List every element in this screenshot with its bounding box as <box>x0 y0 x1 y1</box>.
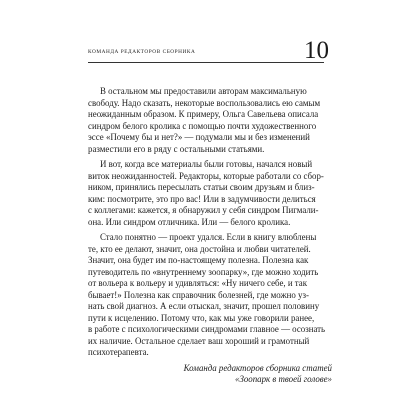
signature-line-2: «Зоопарк в твоей голове» <box>235 374 332 384</box>
paragraph-line: ником, принялись пересылать статьи своим друзьям и близ- <box>88 182 315 192</box>
paragraph-line: она. Или синдром отличника. Или — белого кролика. <box>88 216 291 227</box>
paragraph-1 <box>88 86 332 155</box>
paragraph-line: те, кто ее делают, значит, она достойна и любви читателей. <box>88 243 311 254</box>
paragraph-line: ким: посмотрите, это про вас! Или в задумчивости делиться <box>88 193 316 204</box>
body-text <box>88 86 332 386</box>
paragraph-line: Значит, она будет им по-настоящему полезна. Полезна как <box>88 255 309 265</box>
paragraph-3 <box>88 232 332 359</box>
running-header: КОМАНДА РЕДАКТОРОВ СБОРНИКА <box>88 49 196 55</box>
paragraph-line: В остальном мы предоставили авторам максимальную <box>100 86 307 96</box>
paragraph-line: свободу. Надо сказать, некоторые воспользовались ею самым <box>88 97 321 108</box>
paragraph-line: неожиданным образом. К примеру, Ольга Савельева описала <box>88 109 319 119</box>
paragraph-line: разместили его в ряду с остальными статьями. <box>88 143 265 154</box>
paragraph-2 <box>88 159 332 228</box>
page-number: 10 <box>304 37 329 64</box>
paragraph-line: с коллегами: кажется, я обнаружил у себя синдром Пигмали- <box>88 205 319 215</box>
paragraph-line: в работе с психологическими синдромами главное — осознать <box>88 324 326 334</box>
paragraph-line: путеводитель по «внутреннему зоопарку», где можно ходить <box>88 266 319 277</box>
paragraph-line: эссе «Почему бы и нет?» — подумали мы и без изменений <box>88 132 310 142</box>
signature-line-1: Команда редакторов сборника статей <box>183 362 332 373</box>
paragraph-line: от вольера к вольеру и удивляться: «Ну ничего себе, и так <box>88 278 308 288</box>
paragraph-line: их наличие. Остальное сделает ваш хороший и грамотный <box>88 335 310 346</box>
paragraph-line: виток неожиданностей. Редакторы, которые работали со сбор- <box>88 170 324 181</box>
paragraph-line: И вот, когда все материалы были готовы, начался новый <box>100 159 313 169</box>
paragraph-line: синдром белого кролика с помощью почти художественного <box>88 120 317 131</box>
header-rule <box>88 62 324 63</box>
paragraph-line: Стало понятно — проект удался. Если в книгу влюблены <box>100 232 317 242</box>
paragraph-line: психотерапевта. <box>88 347 149 357</box>
paragraph-line: пути к исцелению. Потому что, как мы уже говорили ранее, <box>88 312 315 323</box>
paragraph-line: нать свой диагноз. А если отыскал, значит, прошел половину <box>88 301 320 311</box>
paragraph-line: бывает!» Полезна как справочник болезней, где можно уз- <box>88 289 309 300</box>
signature <box>88 363 332 386</box>
